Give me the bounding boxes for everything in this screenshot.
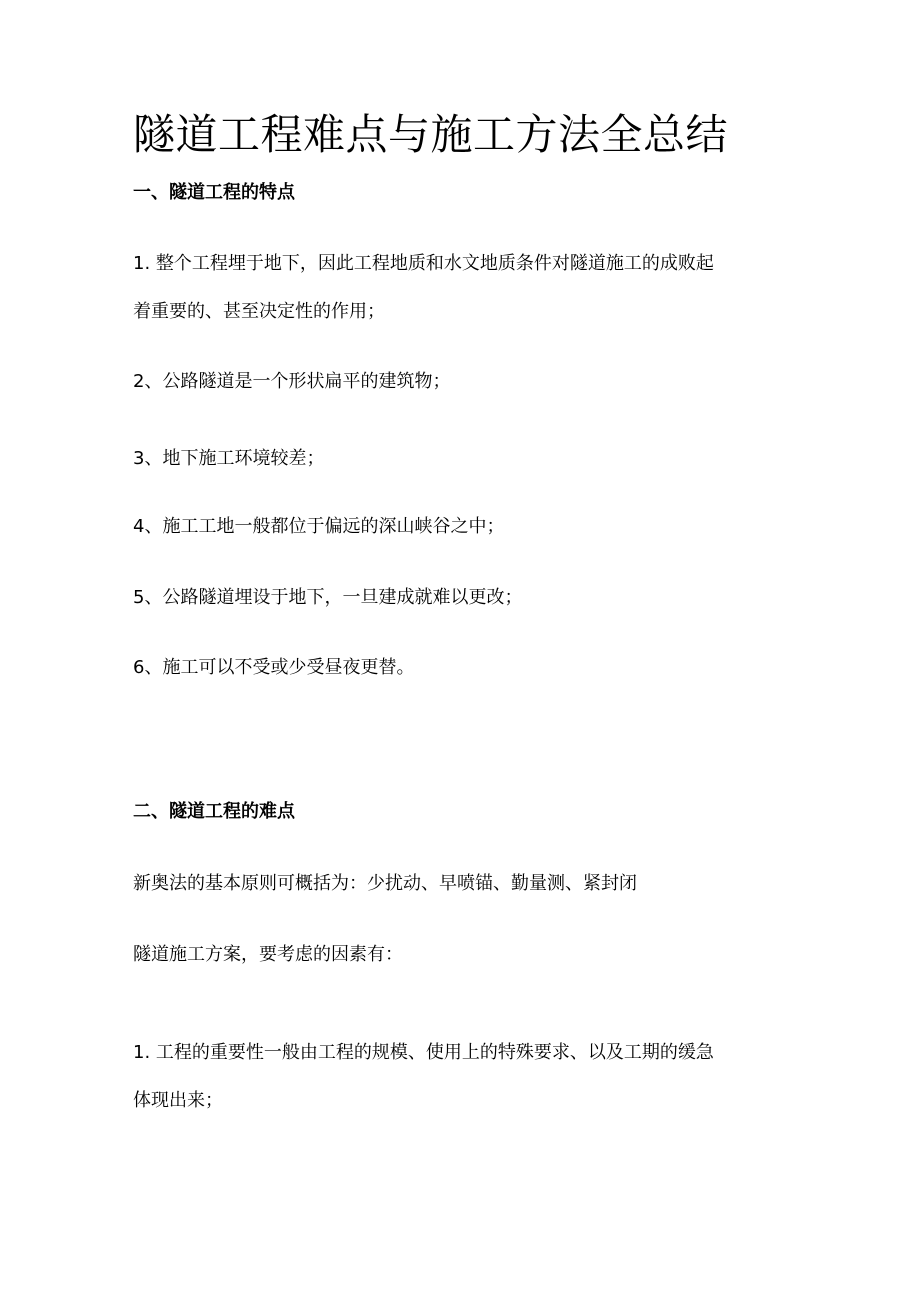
section-heading-features: 一、隧道工程的特点 [133,182,295,203]
feature-item-5-line-1: 5、公路隧道埋设于地下，一旦建成就难以更改； [133,587,523,608]
feature-item-5 [133,574,793,622]
feature-item-6-line-1: 6、施工可以不受或少受昼夜更替。 [133,657,415,678]
difficulty-paragraph-2 [133,931,793,979]
difficulty-paragraph-3-line-1: 1. 工程的重要性一般由工程的规模、使用上的特殊要求、以及工期的缓急 [133,1042,714,1063]
feature-item-6 [133,644,793,692]
feature-item-4 [133,503,793,551]
feature-item-2-line-1: 2、公路隧道是一个形状扁平的建筑物； [133,371,451,392]
difficulty-paragraph-3 [133,1029,793,1125]
difficulty-paragraph-1 [133,860,793,908]
feature-item-1-line-1: 1. 整个工程埋于地下，因此工程地质和水文地质条件对隧道施工的成败起 [133,253,714,274]
difficulty-paragraph-3-line-2: 体现出来； [133,1090,223,1111]
feature-item-1-line-2: 着重要的、甚至决定性的作用； [133,301,385,322]
feature-item-2 [133,358,793,406]
difficulty-paragraph-1-line-1: 新奥法的基本原则可概括为：少扰动、早喷锚、勤量测、紧封闭 [133,873,637,894]
difficulty-paragraph-2-line-1: 隧道施工方案，要考虑的因素有： [133,944,403,965]
feature-item-1 [133,240,793,336]
feature-item-4-line-1: 4、施工工地一般都位于偏远的深山峡谷之中； [133,516,505,537]
feature-item-3-line-1: 3、地下施工环境较差； [133,448,325,469]
page-title: 隧道工程难点与施工方法全总结 [133,110,729,159]
section-heading-difficulties: 二、隧道工程的难点 [133,801,295,822]
feature-item-3 [133,435,793,483]
